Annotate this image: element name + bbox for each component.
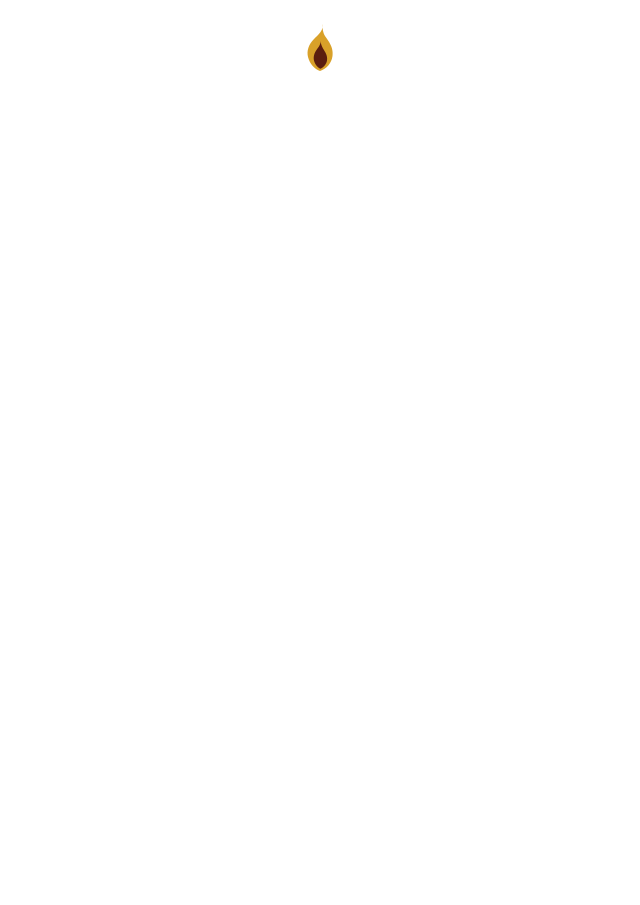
restaurant-logo [0,24,640,72]
flame-icon [0,24,640,72]
